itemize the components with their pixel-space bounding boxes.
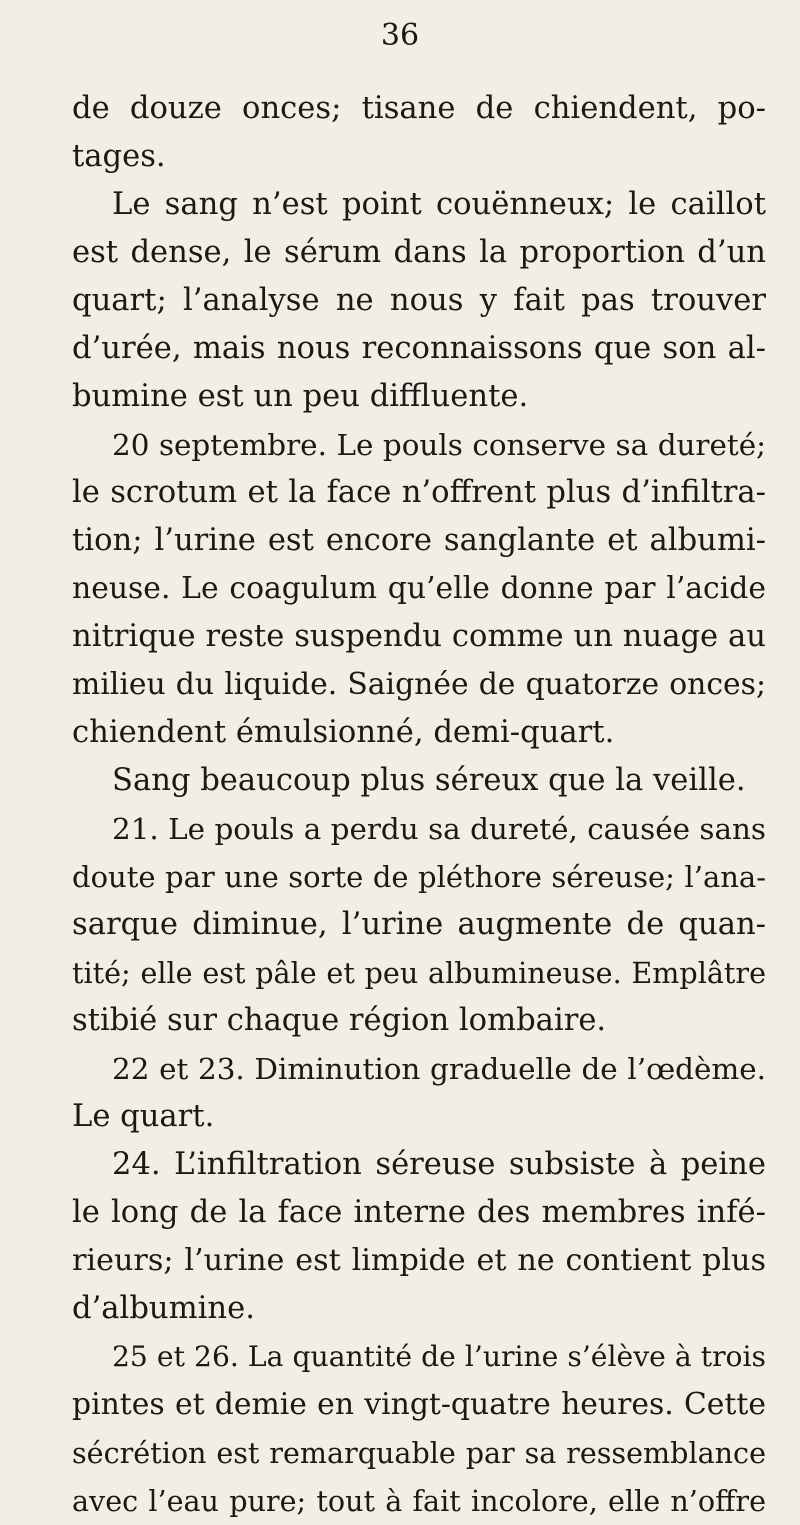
text-line: tages. xyxy=(72,139,166,174)
text-line: rieurs; l’urine est limpide et ne contient plus xyxy=(72,1243,766,1278)
text-line: sécrétion est remarquable par sa ressemblance xyxy=(72,1436,766,1470)
text-line: 21. Le pouls a perdu sa dureté, causée sans xyxy=(112,812,766,846)
text-line: tion; l’urine est encore sanglante et albumi- xyxy=(72,523,766,558)
text-line: chiendent émulsionné, demi-quart. xyxy=(72,715,615,750)
text-line: nitrique reste suspendu comme un nuage au xyxy=(72,619,766,654)
body-text xyxy=(72,85,766,1525)
text-line: d’urée, mais nous reconnaissons que son al- xyxy=(72,331,766,366)
text-line: 25 et 26. La quantité de l’urine s’élève à trois xyxy=(112,1340,766,1373)
text-line: 22 et 23. Diminution graduelle de l’œdème. xyxy=(112,1052,766,1086)
text-line: milieu du liquide. Saignée de quatorze onces; xyxy=(72,667,766,702)
text-line: 24. L’infiltration séreuse subsiste à peine xyxy=(112,1147,766,1182)
text-line: stibié sur chaque région lombaire. xyxy=(72,1003,607,1038)
text-line: d’albumine. xyxy=(72,1291,255,1326)
page-number: 36 xyxy=(380,18,420,53)
text-line: avec l’eau pure; tout à fait incolore, elle n’offre xyxy=(72,1484,766,1518)
text-line: pintes et demie en vingt-quatre heures. Cette xyxy=(72,1387,766,1422)
text-line: est dense, le sérum dans la proportion d’un xyxy=(72,235,766,270)
text-line: bumine est un peu diffluente. xyxy=(72,379,529,414)
text-line: Le sang n’est point couënneux; le caillot xyxy=(112,187,766,222)
text-line: tité; elle est pâle et peu albumineuse. Emplâtre xyxy=(72,956,766,990)
text-line: sarque diminue, l’urine augmente de quan- xyxy=(72,907,766,942)
text-line: le long de la face interne des membres infé- xyxy=(72,1195,766,1230)
text-line: neuse. Le coagulum qu’elle donne par l’acide xyxy=(72,571,766,606)
text-line: Le quart. xyxy=(72,1099,215,1134)
text-line: le scrotum et la face n’offrent plus d’infiltra- xyxy=(72,475,766,510)
text-line: de douze onces; tisane de chiendent, po- xyxy=(72,91,766,126)
text-line: quart; l’analyse ne nous y fait pas trouver xyxy=(72,283,766,318)
text-line: 20 septembre. Le pouls conserve sa dureté; xyxy=(112,428,766,462)
text-line: doute par une sorte de pléthore séreuse; l’ana- xyxy=(72,860,766,894)
text-line: Sang beaucoup plus séreux que la veille. xyxy=(112,763,746,798)
